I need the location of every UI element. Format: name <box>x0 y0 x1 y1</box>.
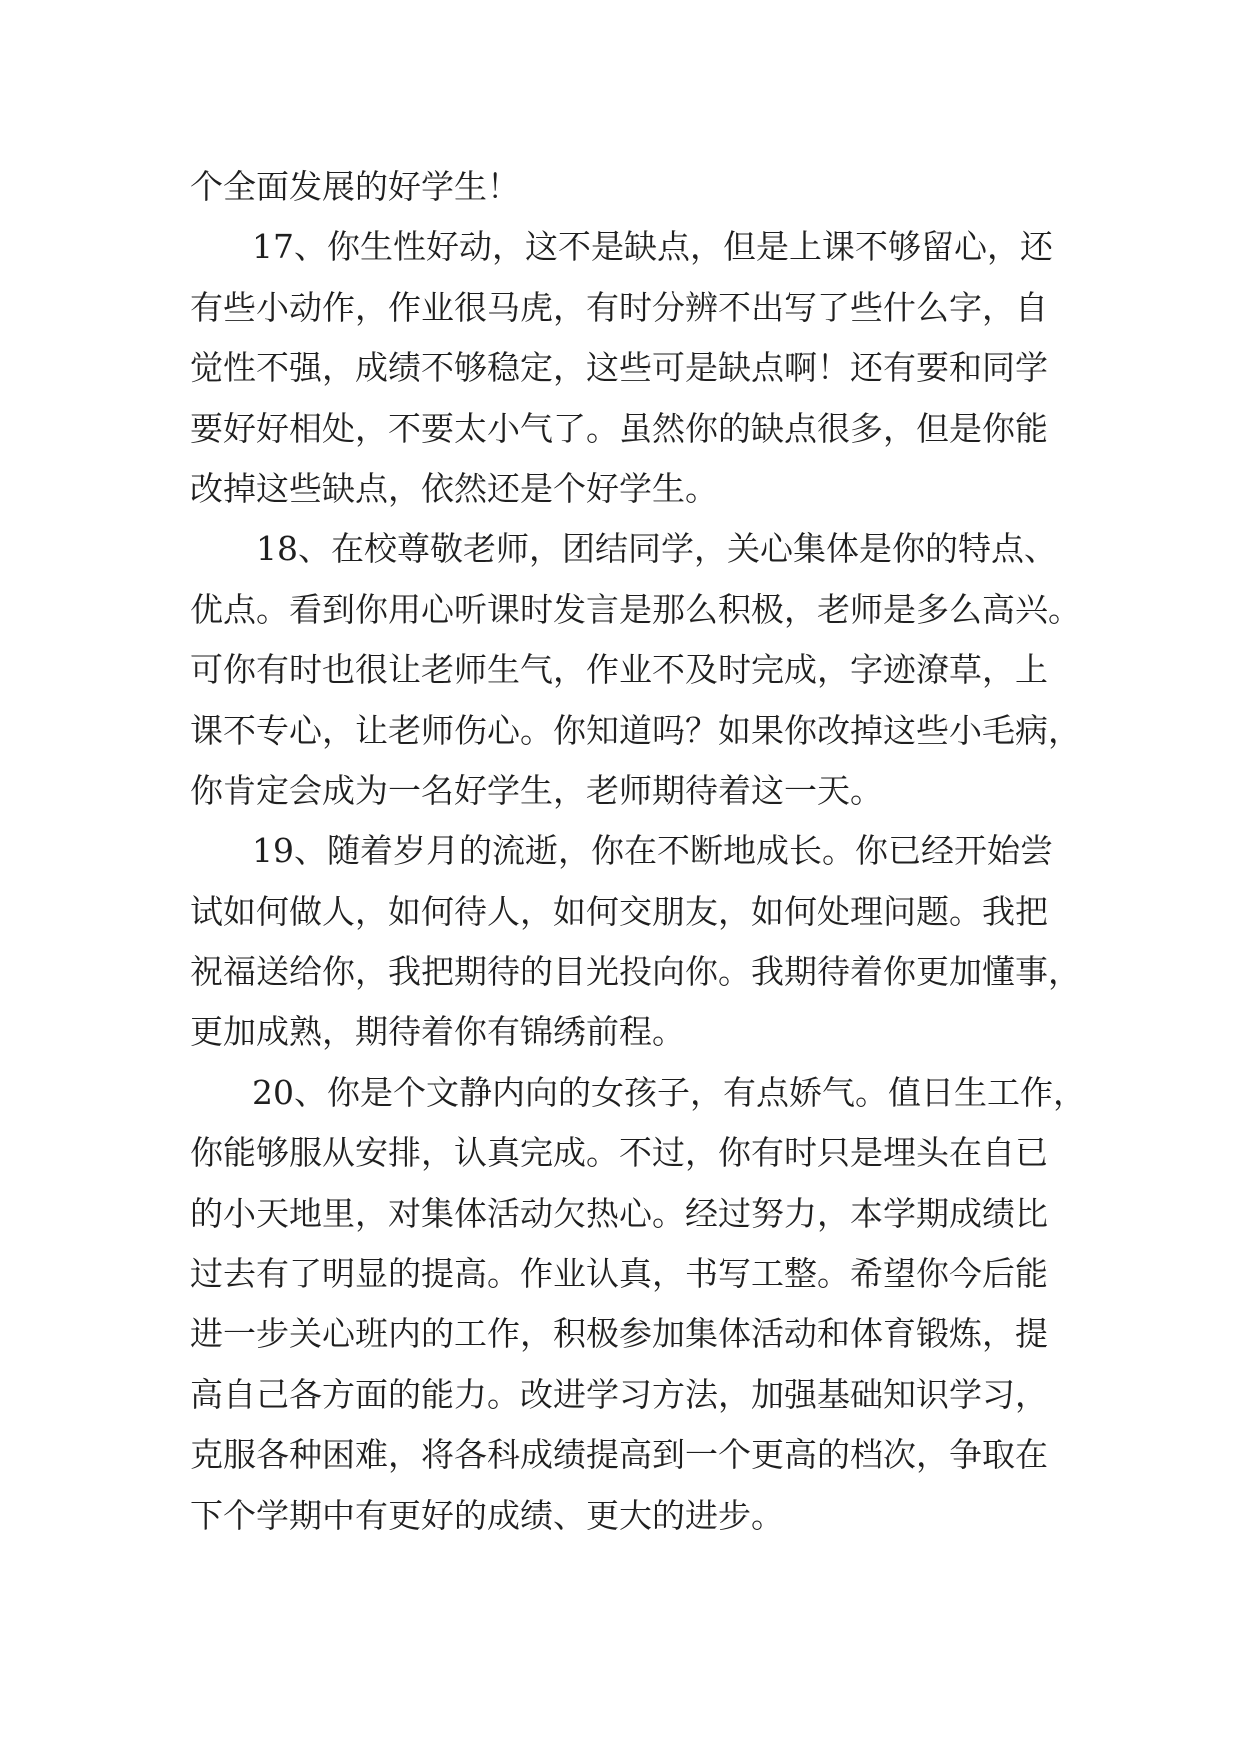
text-line: 优点。看到你用心听课时发言是那么积极，老师是多么高兴。 <box>190 589 1081 629</box>
text-line: 课不专心，让老师伤心。你知道吗？如果你改掉这些小毛病， <box>190 710 1081 750</box>
text-line: 17、你生性好动，这不是缺点，但是上课不够留心，还 <box>252 227 1053 267</box>
text-line: 祝福送给你，我把期待的目光投向你。我期待着你更加懂事， <box>190 952 1081 992</box>
text-line: 有些小动作，作业很马虎，有时分辨不出写了些什么字，自 <box>190 287 1048 327</box>
text-line: 要好好相处，不要太小气了。虽然你的缺点很多，但是你能 <box>190 408 1048 448</box>
text-line: 过去有了明显的提高。作业认真，书写工整。希望你今后能 <box>190 1254 1048 1294</box>
text-line: 改掉这些缺点，依然还是个好学生。 <box>190 468 718 508</box>
text-line: 试如何做人，如何待人，如何交朋友，如何处理问题。我把 <box>190 891 1048 931</box>
text-line: 18、在校尊敬老师，团结同学，关心集体是你的特点、 <box>256 529 1057 569</box>
text-line: 你能够服从安排，认真完成。不过，你有时只是埋头在自已 <box>190 1133 1048 1173</box>
text-line: 下个学期中有更好的成绩、更大的进步。 <box>190 1495 784 1535</box>
text-line: 更加成熟，期待着你有锦绣前程。 <box>190 1012 685 1052</box>
text-line: 19、随着岁月的流逝，你在不断地成长。你已经开始尝 <box>252 831 1053 871</box>
text-line: 的小天地里，对集体活动欠热心。经过努力，本学期成绩比 <box>190 1193 1048 1233</box>
text-line: 个全面发展的好学生！ <box>190 167 520 206</box>
text-line: 你肯定会成为一名好学生，老师期待着这一天。 <box>190 770 883 810</box>
document-body <box>190 157 1090 1546</box>
text-line: 20、你是个文静内向的女孩子，有点娇气。值日生工作， <box>252 1072 1086 1112</box>
text-line: 高自己各方面的能力。改进学习方法，加强基础知识学习， <box>190 1374 1048 1414</box>
text-line: 进一步关心班内的工作，积极参加集体活动和体育锻炼，提 <box>190 1314 1048 1354</box>
text-line: 觉性不强，成绩不够稳定，这些可是缺点啊！还有要和同学 <box>190 348 1048 388</box>
text-line: 可你有时也很让老师生气，作业不及时完成，字迹潦草，上 <box>190 650 1048 690</box>
text-line: 克服各种困难，将各科成绩提高到一个更高的档次，争取在 <box>190 1435 1048 1475</box>
